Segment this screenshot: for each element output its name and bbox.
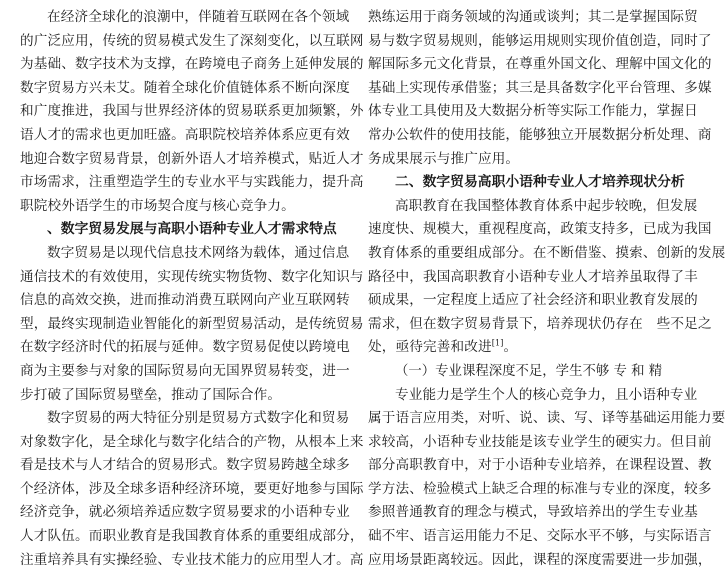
paragraph-current-situation	[368, 195, 690, 360]
text-line: 参照普通教育的理念与模式，导致培养出的学生专业基	[368, 501, 690, 525]
text-line: 看是技术与人才结合的贸易形式。数字贸易跨越全球多	[20, 454, 342, 478]
text-line: 熟练运用于商务领域的沟通或谈判；其二是掌握国际贸	[368, 6, 690, 30]
text-line: 属于语言应用类，对听、说、读、写、译等基础运用能力要	[368, 407, 690, 431]
paragraph-digital-trade-definition	[20, 242, 342, 407]
text-line: 在经济全球化的浪潮中，伴随着互联网在各个领域	[20, 6, 342, 30]
text-line: 解国际多元文化背景，在尊重外国文化、理解中国文化的	[368, 53, 690, 77]
subsection-heading-1: （一）专业课程深度不足，学生不够 专 和 精	[368, 360, 690, 384]
text-span: 处，亟待完善和改进	[368, 339, 492, 355]
text-line: 教育体系的重要组成部分。在不断借鉴、摸索、创新的发展	[368, 242, 690, 266]
text-line	[368, 336, 690, 360]
text-line: 部分高职教育中，对于小语种专业培养，在课程设置、教	[368, 454, 690, 478]
text-line: 数字贸易方兴未艾。随着全球化价值链体系不断向深度	[20, 77, 342, 101]
paragraph-talent-requirements	[368, 6, 690, 171]
citation-mark: [1]	[492, 339, 504, 348]
text-line: 硕成果，一定程度上适应了社会经济和职业教育发展的	[368, 289, 690, 313]
text-line: 人才队伍。而职业教育是我国教育体系的重要组成部分，	[20, 525, 342, 549]
text-line: 专业能力是学生个人的核心竞争力，且小语种专业	[368, 384, 690, 408]
text-line: 的广泛应用，传统的贸易模式发生了深刻变化，以互联网	[20, 30, 342, 54]
text-line: 高职教育在我国整体教育体系中起步较晚，但发展	[368, 195, 690, 219]
text-line: 型，最终实现制造业智能化的新型贸易活动，是传统贸易	[20, 313, 342, 337]
text-line: 商为主要参与对象的国际贸易向无国界贸易转变，进一	[20, 360, 342, 384]
text-line: 经济竞争，就必须培养适应数字贸易要求的小语种专业	[20, 501, 342, 525]
text-line: 对象数字化，是全球化与数字化结合的产物，从根本上来	[20, 431, 342, 455]
right-column	[368, 6, 690, 572]
text-line: 应用场景距离较远。因此，课程的深度需要进一步加强，	[368, 549, 690, 572]
text-line: 础不牢、语言运用能力不足、交际水平不够，与实际语言	[368, 525, 690, 549]
text-line: 学方法、检验模式上缺乏合理的标准与专业的深度，较多	[368, 478, 690, 502]
text-line: 步打破了国际贸易壁垒，推动了国际合作。	[20, 384, 342, 408]
text-line: 市场需求，注重塑造学生的专业水平与实践能力，提升高	[20, 171, 342, 195]
text-line: 需求，但在数字贸易背景下，培养现状仍存在 些不足之	[368, 313, 690, 337]
section-heading-1: 、数字贸易发展与高职小语种专业人才需求特点	[20, 218, 342, 242]
text-span: 。	[504, 339, 518, 355]
text-line: 速度快、规模大，重视程度高，政策支持多，已成为我国	[368, 218, 690, 242]
text-line: 为基础、数字技术为支撑，在跨境电子商务上延伸发展的	[20, 53, 342, 77]
text-line: 常办公软件的使用技能，能够独立开展数据分析处理、商	[368, 124, 690, 148]
text-line: 地迎合数字贸易背景，创新外语人才培养模式，贴近人才	[20, 148, 342, 172]
text-line: 通信技术的有效使用，实现传统实物货物、数字化知识与	[20, 266, 342, 290]
text-line: 数字贸易的两大特征分别是贸易方式数字化和贸易	[20, 407, 342, 431]
text-line: 路径中，我国高职教育小语种专业人才培养虽取得了丰	[368, 266, 690, 290]
intro-paragraph	[20, 6, 342, 218]
text-line: 个经济体，涉及全球多语种经济环境，要更好地参与国际	[20, 478, 342, 502]
left-column	[20, 6, 342, 572]
paragraph-course-depth	[368, 384, 690, 572]
text-line: 注重培养具有实操经验、专业技术能力的应用型人才。高	[20, 549, 342, 572]
text-line: 语人才的需求也更加旺盛。高职院校培养体系应更有效	[20, 124, 342, 148]
text-line: 在数字经济时代的拓展与延伸。数字贸易促使以跨境电	[20, 336, 342, 360]
text-line: 易与数字贸易规则，能够运用规则实现价值创造，同时了	[368, 30, 690, 54]
paragraph-digital-trade-features	[20, 407, 342, 572]
text-line: 和广度推进，我国与世界经济体的贸易联系更加频繁，外	[20, 100, 342, 124]
section-heading-2: 二、数字贸易高职小语种专业人才培养现状分析	[368, 171, 690, 195]
text-line: 信息的高效交换，进而推动消费互联网向产业互联网转	[20, 289, 342, 313]
text-line: 求较高，小语种专业技能是该专业学生的硬实力。但目前	[368, 431, 690, 455]
text-line: 职院校外语学生的市场契合度与核心竞争力。	[20, 195, 342, 219]
text-line: 务成果展示与推广应用。	[368, 148, 690, 172]
text-line: 数字贸易是以现代信息技术网络为载体，通过信息	[20, 242, 342, 266]
text-line: 基础上实现传承借鉴；其三是具备数字化平台管理、多媒	[368, 77, 690, 101]
text-line: 体专业工具使用及大数据分析等实际工作能力，掌握日	[368, 100, 690, 124]
